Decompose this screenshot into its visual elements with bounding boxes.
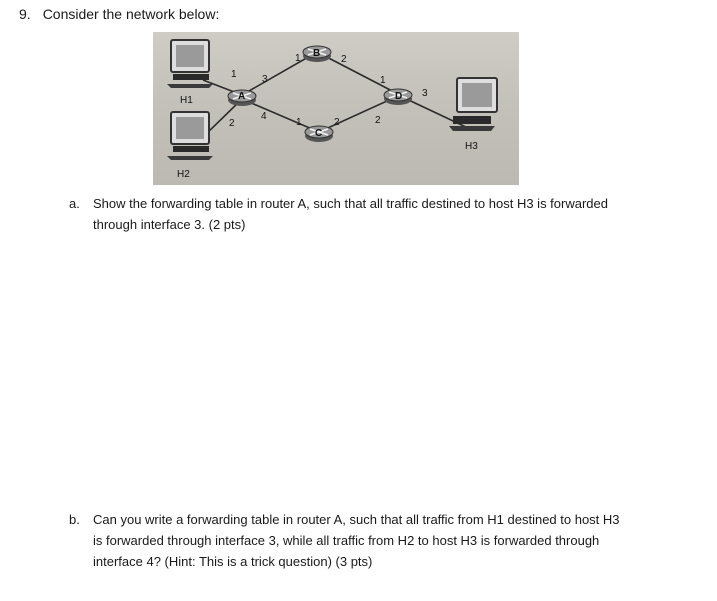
label-router-b: B xyxy=(313,48,321,59)
label-if-d-1: 1 xyxy=(380,75,386,86)
part-a-line-1: Show the forwarding table in router A, such that all traffic destined to host H3 is forwarded xyxy=(93,196,608,211)
network-diagram xyxy=(153,32,519,185)
part-b-marker: b. xyxy=(69,512,80,527)
label-if-c-1: 1 xyxy=(296,117,302,128)
label-router-a: A xyxy=(238,91,246,102)
part-b-line-2: is forwarded through interface 3, while all traffic from H2 to host H3 is forwarded through xyxy=(93,533,600,548)
link-a-c xyxy=(242,99,319,132)
label-h2: H2 xyxy=(177,169,190,180)
label-if-a-1: 1 xyxy=(231,69,237,80)
label-if-a-4: 4 xyxy=(261,111,267,122)
label-if-b-1: 1 xyxy=(295,53,301,64)
label-if-c-2: 2 xyxy=(334,117,340,128)
host-h3-computer-icon xyxy=(449,78,497,131)
part-a-marker: a. xyxy=(69,196,80,211)
label-if-d-2: 2 xyxy=(375,115,381,126)
label-if-a-3: 3 xyxy=(262,74,268,85)
label-if-d-3: 3 xyxy=(422,88,428,99)
label-if-a-2: 2 xyxy=(229,118,235,129)
question-header xyxy=(19,6,219,22)
host-h2-computer-icon xyxy=(167,112,213,160)
question-prompt: Consider the network below: xyxy=(42,6,220,22)
question-number: 9. xyxy=(19,6,31,22)
part-b-line-3: interface 4? (Hint: This is a trick question) (3 pts) xyxy=(93,554,373,569)
label-if-b-2: 2 xyxy=(341,54,347,65)
part-a-line-2: through interface 3. (2 pts) xyxy=(93,217,246,232)
label-router-c: C xyxy=(315,128,323,139)
part-b-line-1: Can you write a forwarding table in router A, such that all traffic from H1 destined to host H3 xyxy=(93,512,620,527)
part-a-text xyxy=(93,193,608,235)
part-b-text xyxy=(93,509,620,572)
label-h1: H1 xyxy=(180,95,193,106)
label-router-d: D xyxy=(395,91,403,102)
label-h3: H3 xyxy=(465,141,478,152)
network-figure xyxy=(153,32,519,185)
